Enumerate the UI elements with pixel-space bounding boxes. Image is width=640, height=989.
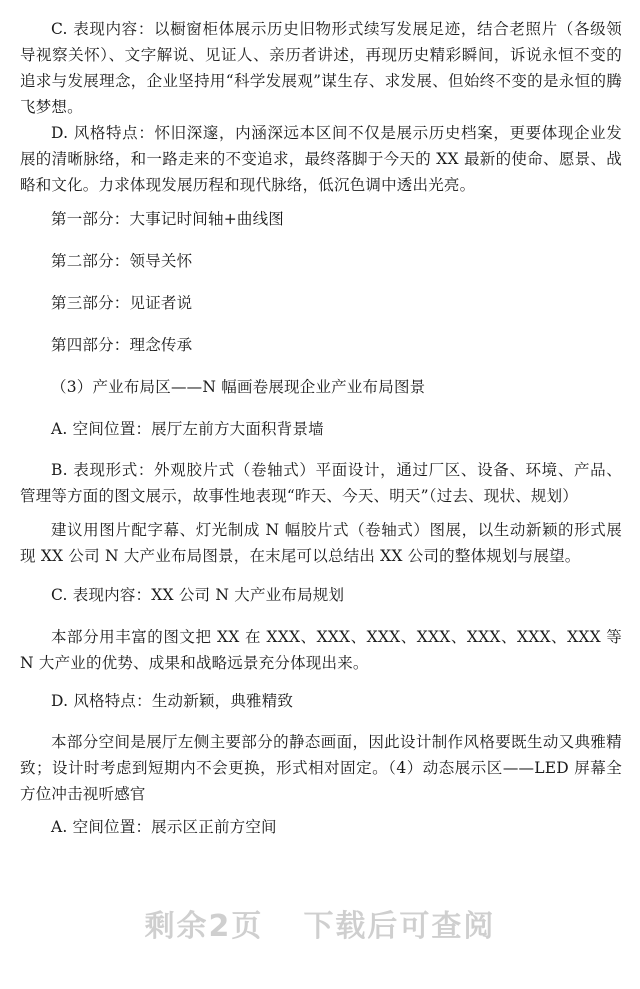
paragraph-suggestion: 建议用图片配字幕、灯光制成 N 幅胶片式（卷轴式）图展，以生动新颖的形式展现 XX 公司 N 大产业布局图景，在末尾可以总结出 XX 公司的整体规划与展望。 xyxy=(20,521,622,565)
paragraph-content-industry: C. 表现内容：XX 公司 N 大产业布局规划 xyxy=(51,586,345,604)
paragraph-space-location-front: A. 空间位置：展示区正前方空间 xyxy=(51,818,277,836)
section-part-three: 第三部分：见证者说 xyxy=(51,294,193,312)
paragraph-space-location-a: A. 空间位置：展厅左前方大面积背景墙 xyxy=(51,420,324,438)
download-watermark-banner xyxy=(0,905,640,949)
paragraph-style-vivid: D. 风格特点：生动新颖，典雅精致 xyxy=(51,692,294,710)
remaining-pages-label: 剩余2页 xyxy=(144,909,264,944)
paragraph-presentation-form: B. 表现形式：外观胶片式（卷轴式）平面设计，通过厂区、设备、环境、产品、管理等方面的图文展示，故事性地表现“昨天、今天、明天”（过去、现状、规划） xyxy=(20,461,622,505)
paragraph-style-nostalgic: D. 风格特点：怀旧深邃，内涵深远本区间不仅是展示历史档案，更要体现企业发展的清晰脉络，和一路走来的不变追求，最终落脚于今天的 XX 最新的使命、愿景、战略和文化。力求体现发展历程和现代脉络，低沉色调中透出光亮。 xyxy=(20,124,622,194)
section-part-one: 第一部分：大事记时间轴+曲线图 xyxy=(51,210,284,228)
paragraph-static-space: 本部分空间是展厅左侧主要部分的静态画面，因此设计制作风格要既生动又典雅精致；设计时考虑到短期内不会更换，形式相对固定。（4）动态展示区——LED 屏幕全方位冲击视听感官 xyxy=(20,733,622,803)
heading-industry-layout: （3）产业布局区——N 幅画卷展现企业产业布局图景 xyxy=(51,378,426,396)
section-part-four: 第四部分：理念传承 xyxy=(51,336,193,354)
paragraph-content-history: C. 表现内容：以橱窗柜体展示历史旧物形式续写发展足迹，结合老照片（各级领导视察关怀）、文字解说、见证人、亲历者讲述，再现历史精彩瞬间，诉说永恒不变的追求与发展理念，企业坚持用“科学发展观”谋生存、求发展、但始终不变的是永恒的腾飞梦想。 xyxy=(20,20,622,116)
section-part-two: 第二部分：领导关怀 xyxy=(51,252,193,270)
paragraph-industry-detail: 本部分用丰富的图文把 XX 在 XXX、XXX、XXX、XXX、XXX、XXX、XXX 等 N 大产业的优势、成果和战略远景充分体现出来。 xyxy=(20,628,622,672)
download-hint-label: 下载后可查阅 xyxy=(303,909,496,944)
